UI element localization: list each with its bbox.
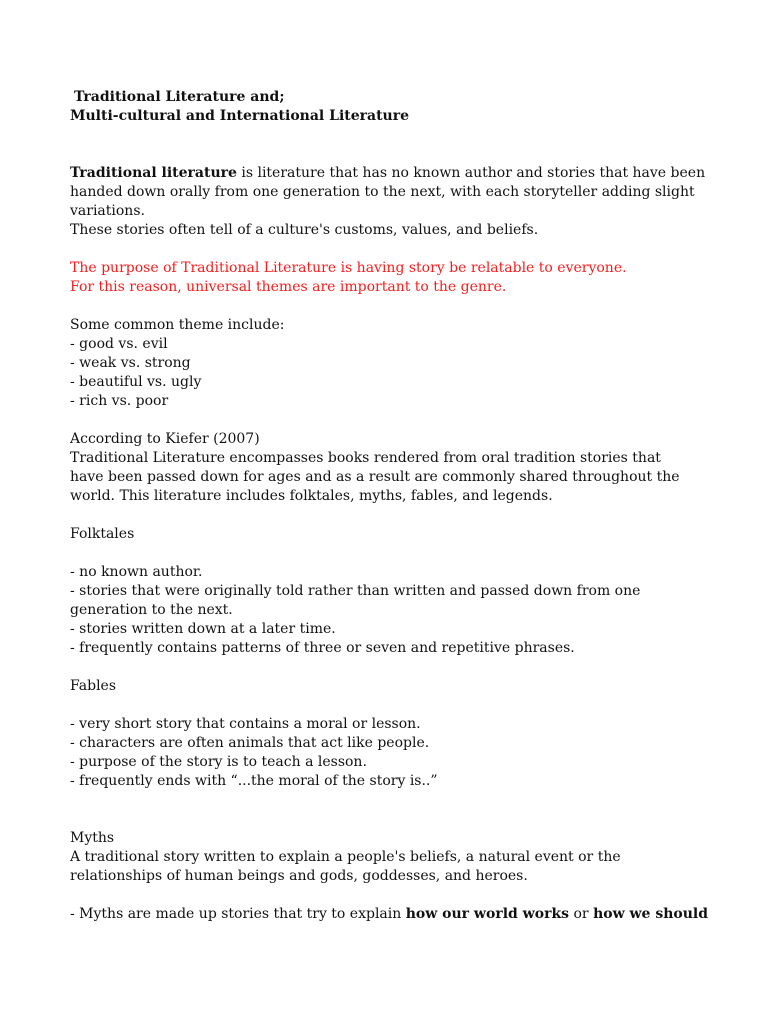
folktales-item: - stories that were originally told rather than written and passed down from one [70, 583, 641, 599]
themes-heading: Some common theme include: [70, 317, 285, 333]
intro-line-3: variations. [70, 203, 145, 219]
fables-heading: Fables [70, 678, 117, 694]
myths-line-1: A traditional story written to explain a people's beliefs, a natural event or the [70, 849, 621, 865]
folktales-item: generation to the next. [70, 602, 233, 618]
intro-line-1-rest: is literature that has no known author and stories that have been [236, 165, 706, 181]
folktales-item: - no known author. [70, 564, 203, 580]
fables-item: - frequently ends with “...the moral of the story is..” [70, 773, 438, 789]
theme-item: - rich vs. poor [70, 393, 169, 409]
folktales-heading: Folktales [70, 526, 135, 542]
theme-item: - weak vs. strong [70, 355, 191, 371]
title-line-1: Traditional Literature and; [74, 89, 285, 105]
myths-bullet-bold-2: how we should [593, 906, 709, 922]
intro-term: Traditional literature [70, 165, 237, 181]
kiefer-heading: According to Kiefer (2007) [70, 431, 260, 447]
theme-item: - beautiful vs. ugly [70, 374, 202, 390]
myths-bullet-mid: or [569, 906, 594, 922]
folktales-item: - stories written down at a later time. [70, 621, 336, 637]
folktales-item: - frequently contains patterns of three or seven and repetitive phrases. [70, 640, 575, 656]
purpose-line-2: For this reason, universal themes are important to the genre. [70, 279, 507, 295]
document-page [70, 88, 730, 924]
theme-item: - good vs. evil [70, 336, 168, 352]
myths-bullet-start: - Myths are made up stories that try to explain [70, 906, 406, 922]
myths-heading: Myths [70, 830, 115, 846]
kiefer-line-2: have been passed down for ages and as a result are commonly shared throughout the [70, 469, 680, 485]
fables-item: - purpose of the story is to teach a lesson. [70, 754, 367, 770]
myths-bullet [70, 905, 730, 924]
intro-line-1 [70, 164, 730, 183]
intro-line-4: These stories often tell of a culture's customs, values, and beliefs. [70, 222, 539, 238]
fables-item: - characters are often animals that act like people. [70, 735, 430, 751]
myths-bullet-bold-1: how our world works [405, 906, 570, 922]
intro-line-2: handed down orally from one generation to the next, with each storyteller adding slight [70, 184, 695, 200]
myths-line-2: relationships of human beings and gods, goddesses, and heroes. [70, 868, 528, 884]
title-line-2: Multi-cultural and International Literature [70, 108, 410, 124]
kiefer-line-3: world. This literature includes folktales, myths, fables, and legends. [70, 488, 553, 504]
kiefer-line-1: Traditional Literature encompasses books rendered from oral tradition stories that [70, 450, 661, 466]
purpose-line-1: The purpose of Traditional Literature is having story be relatable to everyone. [70, 260, 627, 276]
fables-item: - very short story that contains a moral or lesson. [70, 716, 421, 732]
